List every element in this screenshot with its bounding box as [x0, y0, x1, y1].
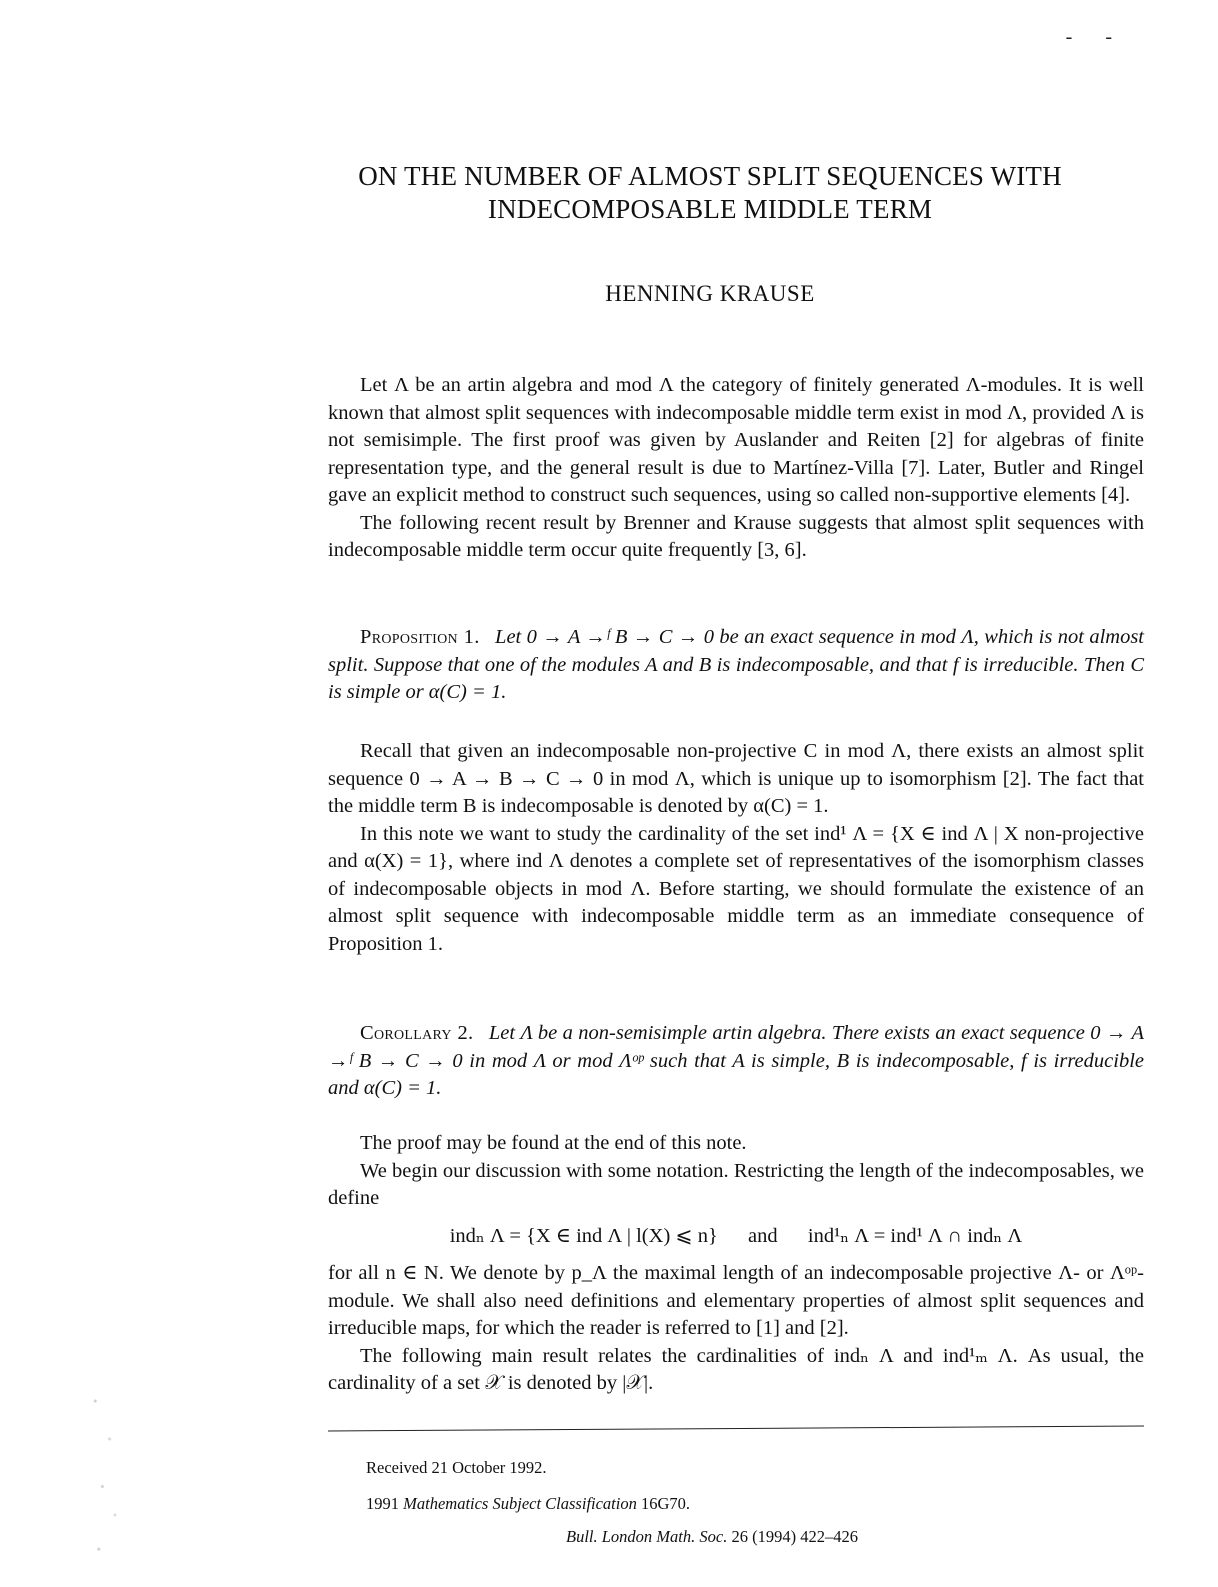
- corner-mark: - -: [1065, 26, 1126, 48]
- journal-name: Bull. London Math. Soc.: [566, 1527, 728, 1546]
- paragraph-7: for all n ∈ N. We denote by p_Λ the maximal length of an indecomposable projective Λ- or Λᵒᵖ-module. We shall also need definitions and elementary properties of almost split sequences and irreducible maps, for which the reader is referred to [1] and [2].: [328, 1262, 1144, 1339]
- classification-code: 16G70.: [640, 1494, 691, 1513]
- recall-section: [328, 738, 1144, 958]
- display-equation: [328, 1223, 1144, 1251]
- classification-year: 1991: [366, 1494, 399, 1513]
- display-left: indₙ Λ = {X ∈ ind Λ | l(X) ⩽ n}: [449, 1224, 718, 1247]
- display-and: and: [748, 1224, 778, 1247]
- paragraph-1: Let Λ be an artin algebra and mod Λ the category of finitely generated Λ-modules. It is well known that almost split sequences with indecomposable middle term exist in mod Λ, provided Λ is not semisimple. The first proof was given by Auslander and Reiten [2] for algebras of finite representation type, and the general result is due to Martínez-Villa [7]. Later, Butler and Ringel gave an explicit method to construct such sequences, using so called non-supportive elements [4].: [328, 374, 1144, 506]
- notation-section: [328, 1130, 1144, 1398]
- paragraph-8: The following main result relates the cardinalities of indₙ Λ and ind¹ₘ Λ. As usual, the cardinality of a set 𝒳 is denoted by |𝒳|.: [328, 1344, 1144, 1394]
- paragraph-5: The proof may be found at the end of this note.: [360, 1132, 747, 1154]
- proposition-label: Proposition 1.: [360, 626, 480, 648]
- paragraph-4: In this note we want to study the cardinality of the set ind¹ Λ = {X ∈ ind Λ | X non-projective and α(X) = 1}, where ind Λ denotes a complete set of representatives of the isomorphism classes of indecomposable objects in mod Λ. Before starting, we should formulate the existence of an almost split sequence with indecomposable middle term as an immediate consequence of Proposition 1.: [328, 822, 1144, 955]
- journal-volume-pages: 26 (1994) 422–426: [731, 1527, 858, 1546]
- proposition-1: [328, 624, 1144, 707]
- proposition-text: Let 0 → A →ᶠ B → C → 0 be an exact sequence in mod Λ, which is not almost split. Suppose that one of the modules A and B is indecomposable, and that f is irreducible. Then C is simple or α(C) = 1.: [328, 626, 1145, 703]
- footnote-rule: [328, 1426, 1144, 1432]
- journal-reference: [566, 1527, 858, 1547]
- paragraph-3: Recall that given an indecomposable non-projective C in mod Λ, there exists an almost split sequence 0 → A → B → C → 0 in mod Λ, which is unique up to isomorphism [2]. The fact that the middle term B is indecomposable is denoted by α(C) = 1.: [328, 740, 1144, 817]
- author-name: HENNING KRAUSE: [605, 281, 815, 306]
- scan-artifact: [88, 1382, 124, 1572]
- corollary-text: Let Λ be a non-semisimple artin algebra. There exists an exact sequence 0 → A →ᶠ B → C → 0 in mod Λ or mod Λᵒᵖ such that A is simple, B is indecomposable, f is irreducible and α(C) = 1.: [328, 1022, 1144, 1099]
- display-right: ind¹ₙ Λ = ind¹ Λ ∩ indₙ Λ: [807, 1224, 1023, 1247]
- paragraph-6: We begin our discussion with some notation. Restricting the length of the indecomposables, we define: [328, 1159, 1144, 1209]
- corollary-2: [328, 1020, 1144, 1103]
- corollary-label: Corollary 2.: [360, 1022, 474, 1044]
- paragraph-2: The following recent result by Brenner and Krause suggests that almost split sequences with indecomposable middle term occur quite frequently [3, 6].: [328, 511, 1144, 561]
- paper-title: ON THE NUMBER OF ALMOST SPLIT SEQUENCES WITH INDECOMPOSABLE MIDDLE TERM: [358, 161, 1062, 224]
- received-date: Received 21 October 1992.: [366, 1458, 547, 1477]
- classification-label: Mathematics Subject Classification: [403, 1494, 637, 1513]
- intro-section: [328, 372, 1144, 565]
- subject-classification: [366, 1494, 690, 1514]
